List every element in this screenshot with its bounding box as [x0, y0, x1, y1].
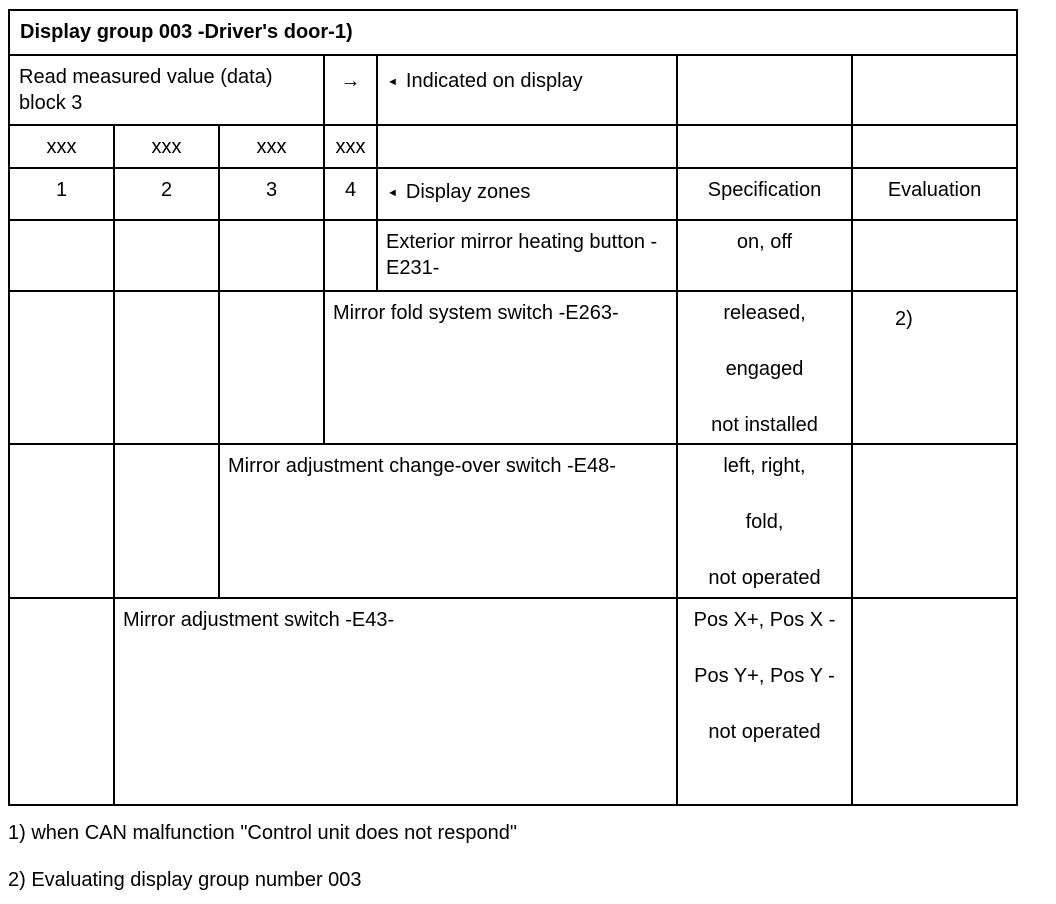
empty-cell — [852, 55, 1017, 125]
row-description: Exterior mirror heating button -E231- — [377, 220, 677, 291]
row-specification — [677, 291, 852, 444]
indicated-on-display-cell — [377, 55, 677, 125]
indicated-on-display-label: Indicated on display — [405, 70, 583, 92]
empty-cell — [324, 220, 377, 291]
zone-number-2: 2 — [114, 168, 219, 220]
display-value-2: xxx — [114, 125, 219, 168]
spec-value: left, right, — [723, 455, 806, 477]
arrow-right-icon: → — [324, 55, 377, 125]
empty-cell — [852, 125, 1017, 168]
table-row — [9, 444, 1017, 598]
spec-value: on, off — [736, 231, 793, 253]
empty-cell — [219, 291, 324, 444]
row-description: Mirror adjustment change-over switch -E48- — [219, 444, 677, 598]
read-row — [9, 55, 1017, 125]
table-row — [9, 220, 1017, 291]
display-group-table — [8, 9, 1018, 806]
empty-cell — [114, 444, 219, 598]
display-zones-label: Display zones — [405, 181, 531, 203]
zone-number-4: 4 — [324, 168, 377, 220]
spec-value: not operated — [708, 721, 821, 743]
table-title: Display group 003 -Driver's door-1) — [9, 10, 1017, 55]
empty-cell — [677, 125, 852, 168]
title-row — [9, 10, 1017, 55]
empty-cell — [9, 598, 114, 805]
read-measured-value-label: Read measured value (data) block 3 — [9, 55, 324, 125]
table-row — [9, 291, 1017, 444]
row-specification — [677, 598, 852, 805]
empty-cell — [9, 444, 114, 598]
row-specification — [677, 444, 852, 598]
specification-header: Specification — [677, 168, 852, 220]
row-specification — [677, 220, 852, 291]
row-description: Mirror adjustment switch -E43- — [114, 598, 677, 805]
display-values-row — [9, 125, 1017, 168]
spec-value: Pos X+, Pos X - — [693, 609, 836, 631]
table-row — [9, 598, 1017, 805]
empty-cell — [219, 220, 324, 291]
empty-cell — [114, 291, 219, 444]
row-evaluation — [852, 444, 1017, 598]
display-value-3: xxx — [219, 125, 324, 168]
spec-value: Pos Y+, Pos Y - — [694, 665, 835, 687]
evaluation-header: Evaluation — [852, 168, 1017, 220]
spec-value: fold, — [745, 511, 784, 533]
empty-cell — [114, 220, 219, 291]
empty-cell — [377, 125, 677, 168]
empty-cell — [9, 291, 114, 444]
spec-value: released, — [723, 302, 806, 324]
pointer-left-icon: ◄ — [387, 76, 398, 88]
spec-value: not installed — [711, 414, 818, 436]
display-value-1: xxx — [9, 125, 114, 168]
display-zones-row — [9, 168, 1017, 220]
footnote-2: 2) Evaluating display group number 003 — [8, 869, 362, 891]
zone-number-3: 3 — [219, 168, 324, 220]
row-evaluation — [852, 220, 1017, 291]
zone-number-1: 1 — [9, 168, 114, 220]
pointer-left-icon: ◄ — [387, 187, 398, 199]
empty-cell — [9, 220, 114, 291]
spec-value: engaged — [725, 358, 804, 380]
footnote-1: 1) when CAN malfunction "Control unit does not respond" — [8, 822, 517, 844]
empty-cell — [677, 55, 852, 125]
row-evaluation — [852, 598, 1017, 805]
row-description: Mirror fold system switch -E263- — [324, 291, 677, 444]
row-evaluation: 2) — [852, 291, 1017, 444]
display-zones-cell — [377, 168, 677, 220]
display-value-4: xxx — [324, 125, 377, 168]
spec-value: not operated — [708, 567, 821, 589]
